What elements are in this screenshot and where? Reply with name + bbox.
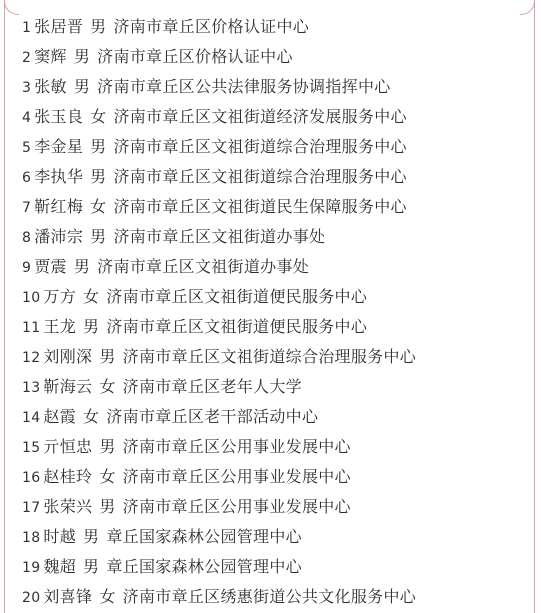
- organization-name: 济南市章丘区绣惠街道公共文化服务中心: [122, 587, 417, 606]
- item-number: 11: [22, 320, 41, 336]
- item-number: 17: [22, 500, 41, 516]
- organization-name: 章丘国家森林公园管理中心: [106, 527, 302, 546]
- person-name: 李执华: [34, 167, 84, 186]
- item-number: 18: [22, 530, 41, 546]
- person-gender: 男: [99, 437, 116, 456]
- item-number: 20: [22, 590, 41, 606]
- person-gender: 女: [99, 587, 116, 606]
- list-item: [22, 492, 416, 522]
- list-item: [22, 132, 416, 162]
- list-item: [22, 552, 416, 582]
- person-gender: 女: [90, 197, 107, 216]
- person-gender: 男: [90, 17, 107, 36]
- organization-name: 济南市章丘区文祖街道民生保障服务中心: [113, 197, 407, 216]
- item-number: 9: [22, 260, 32, 276]
- list-item: [22, 72, 416, 102]
- person-name: 靳海云: [43, 377, 93, 396]
- person-name: 刘刚深: [43, 347, 93, 366]
- item-number: 16: [22, 470, 41, 486]
- person-gender: 女: [83, 407, 100, 426]
- list-item: [22, 522, 416, 552]
- person-gender: 男: [73, 47, 91, 66]
- person-name: 张玉良: [34, 107, 84, 126]
- person-gender: 男: [73, 257, 91, 276]
- person-gender: 男: [99, 347, 116, 366]
- list-item: [22, 342, 416, 372]
- list-item: [22, 582, 416, 612]
- organization-name: 济南市章丘区文祖街道办事处: [113, 227, 326, 246]
- list-item: [22, 162, 416, 192]
- person-name: 万方: [43, 287, 77, 306]
- list-item: [22, 402, 416, 432]
- item-number: 4: [22, 110, 32, 126]
- organization-name: 济南市章丘区文祖街道综合治理服务中心: [113, 167, 407, 186]
- organization-name: 济南市章丘区价格认证中心: [97, 47, 293, 66]
- person-name: 亓恒忠: [43, 437, 93, 456]
- person-name: 赵霞: [43, 407, 77, 426]
- personnel-list: [22, 12, 416, 612]
- person-name: 赵桂玲: [43, 467, 93, 486]
- organization-name: 济南市章丘区文祖街道经济发展服务中心: [113, 107, 407, 126]
- person-name: 窦辉: [34, 47, 67, 66]
- list-item: [22, 282, 416, 312]
- organization-name: 济南市章丘区老干部活动中心: [106, 407, 319, 426]
- item-number: 15: [22, 440, 41, 456]
- list-item: [22, 102, 416, 132]
- list-item: [22, 252, 416, 282]
- person-gender: 女: [90, 107, 107, 126]
- organization-name: 济南市章丘区老年人大学: [122, 377, 302, 396]
- person-name: 靳红梅: [34, 197, 84, 216]
- organization-name: 济南市章丘区文祖街道综合治理服务中心: [113, 137, 407, 156]
- item-number: 8: [22, 230, 32, 246]
- item-number: 1: [22, 20, 32, 36]
- item-number: 3: [22, 80, 32, 96]
- person-name: 时越: [43, 527, 77, 546]
- person-gender: 男: [83, 317, 100, 336]
- person-name: 魏超: [43, 557, 77, 576]
- organization-name: 济南市章丘区公共法律服务协调指挥中心: [97, 77, 391, 96]
- list-item: [22, 192, 416, 222]
- list-item: [22, 312, 416, 342]
- item-number: 7: [22, 200, 32, 216]
- item-number: 12: [22, 350, 41, 366]
- person-gender: 男: [83, 527, 100, 546]
- list-item: [22, 12, 416, 42]
- person-gender: 男: [90, 167, 107, 186]
- organization-name: 济南市章丘区文祖街道办事处: [97, 257, 310, 276]
- item-number: 2: [22, 50, 32, 66]
- organization-name: 济南市章丘区文祖街道便民服务中心: [106, 287, 368, 306]
- person-gender: 男: [83, 557, 100, 576]
- list-item: [22, 372, 416, 402]
- organization-name: 济南市章丘区文祖街道便民服务中心: [106, 317, 368, 336]
- item-number: 19: [22, 560, 41, 576]
- person-gender: 男: [73, 77, 91, 96]
- list-item: [22, 42, 416, 72]
- person-name: 李金星: [34, 137, 84, 156]
- list-item: [22, 222, 416, 252]
- person-name: 张荣兴: [43, 497, 93, 516]
- person-gender: 男: [99, 497, 116, 516]
- person-name: 王龙: [43, 317, 77, 336]
- person-gender: 女: [99, 467, 116, 486]
- organization-name: 济南市章丘区公用事业发展中心: [122, 467, 351, 486]
- organization-name: 济南市章丘区文祖街道综合治理服务中心: [122, 347, 417, 366]
- person-gender: 女: [83, 287, 100, 306]
- item-number: 13: [22, 380, 41, 396]
- person-name: 刘喜锋: [43, 587, 93, 606]
- person-name: 潘沛宗: [34, 227, 84, 246]
- person-name: 张居晋: [34, 17, 84, 36]
- person-gender: 女: [99, 377, 116, 396]
- person-gender: 男: [90, 227, 107, 246]
- person-gender: 男: [90, 137, 107, 156]
- organization-name: 济南市章丘区价格认证中心: [113, 17, 310, 36]
- item-number: 14: [22, 410, 41, 426]
- person-name: 贾震: [34, 257, 67, 276]
- item-number: 5: [22, 140, 32, 156]
- list-item: [22, 432, 416, 462]
- item-number: 10: [22, 290, 41, 306]
- list-item: [22, 462, 416, 492]
- item-number: 6: [22, 170, 32, 186]
- organization-name: 济南市章丘区公用事业发展中心: [122, 437, 351, 456]
- organization-name: 章丘国家森林公园管理中心: [106, 557, 302, 576]
- person-name: 张敏: [34, 77, 67, 96]
- organization-name: 济南市章丘区公用事业发展中心: [122, 497, 351, 516]
